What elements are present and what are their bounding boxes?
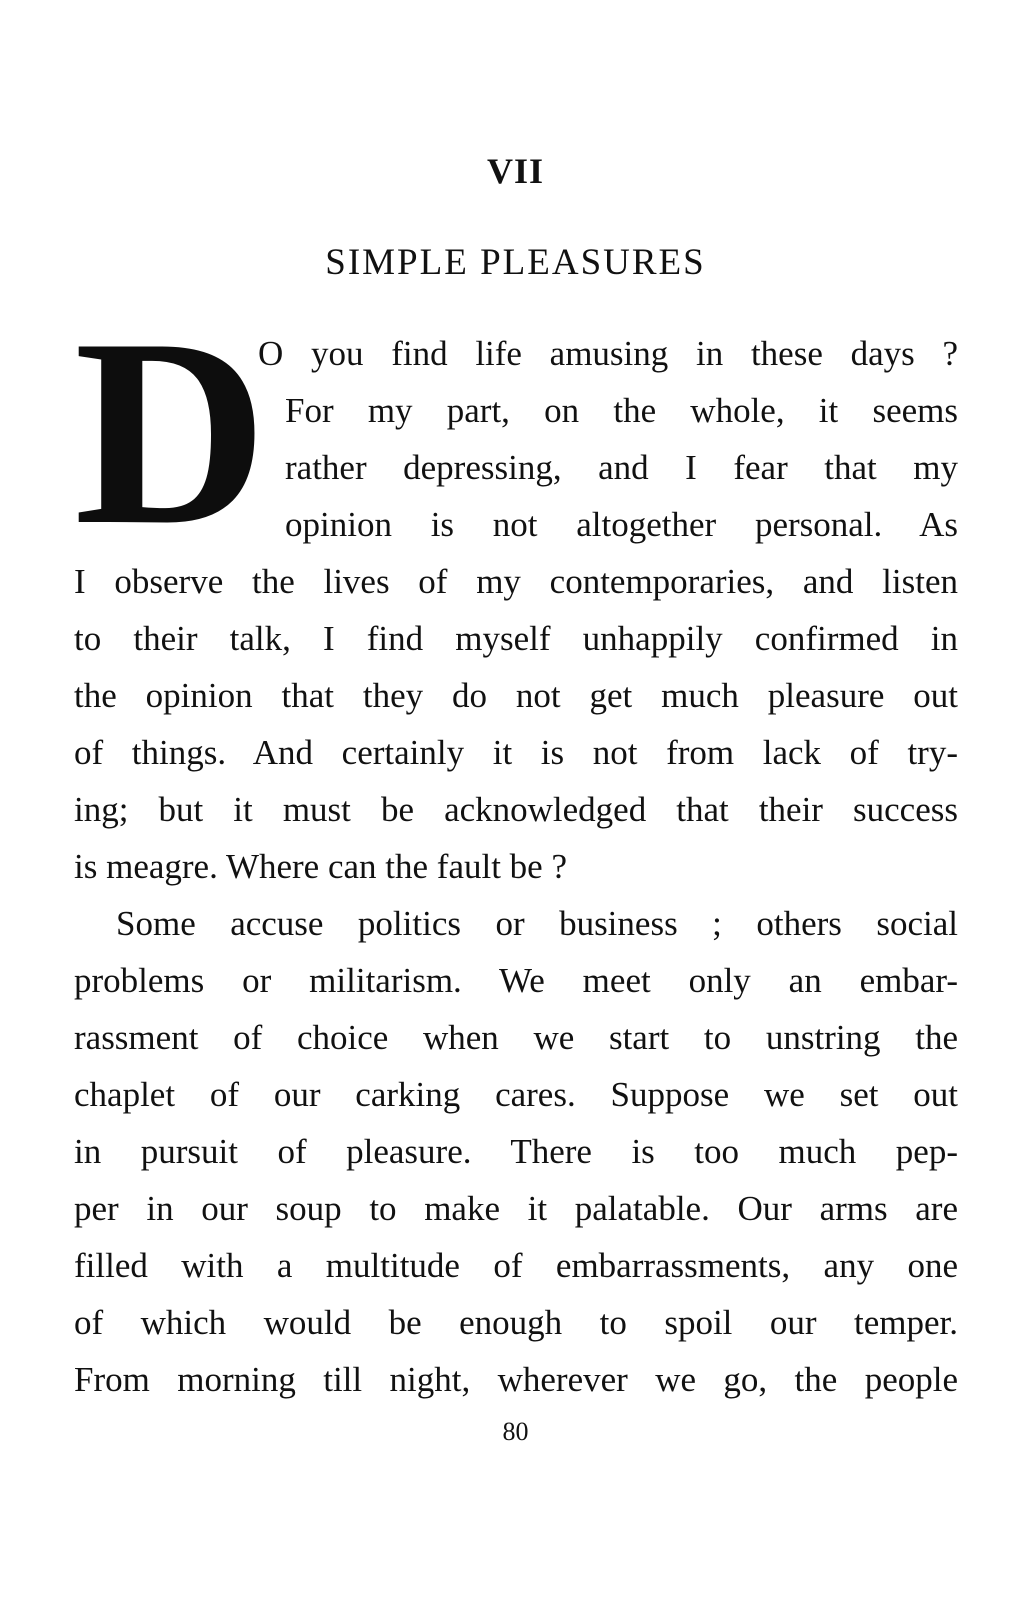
text-line: problems or militarism. We meet only an embar- — [74, 961, 958, 1000]
text-line: the opinion that they do not get much pleasure out — [74, 676, 958, 715]
text-line: From morning till night, wherever we go, the people — [74, 1360, 958, 1399]
text-line: filled with a multitude of embarrassments, any one — [74, 1246, 958, 1285]
text-line: For my part, on the whole, it seems — [285, 391, 958, 430]
text-line: chaplet of our carking cares. Suppose we set out — [74, 1075, 958, 1114]
text-line: per in our soup to make it palatable. Our arms are — [74, 1189, 958, 1228]
text-line: is meagre. Where can the fault be ? — [74, 847, 567, 886]
text-line: of things. And certainly it is not from lack of try- — [74, 733, 958, 772]
page-number: 80 — [502, 1417, 529, 1446]
text-line: I observe the lives of my contemporaries, and listen — [74, 562, 958, 601]
text-line: ing; but it must be acknowledged that their success — [74, 790, 958, 829]
text-line: rassment of choice when we start to unstring the — [74, 1018, 958, 1057]
text-line: of which would be enough to spoil our temper. — [74, 1303, 958, 1342]
drop-cap-letter: D — [74, 283, 268, 580]
chapter-title: SIMPLE PLEASURES — [325, 242, 706, 283]
text-line: to their talk, I find myself unhappily confirmed in — [74, 619, 958, 658]
text-line: Some accuse politics or business ; others social — [116, 904, 958, 943]
text-line: rather depressing, and I fear that my — [285, 448, 958, 487]
text-line: O you find life amusing in these days ? — [258, 334, 958, 373]
chapter-number: VII — [486, 151, 545, 191]
text-line: in pursuit of pleasure. There is too much pep- — [74, 1132, 958, 1171]
text-line: opinion is not altogether personal. As — [285, 505, 958, 544]
